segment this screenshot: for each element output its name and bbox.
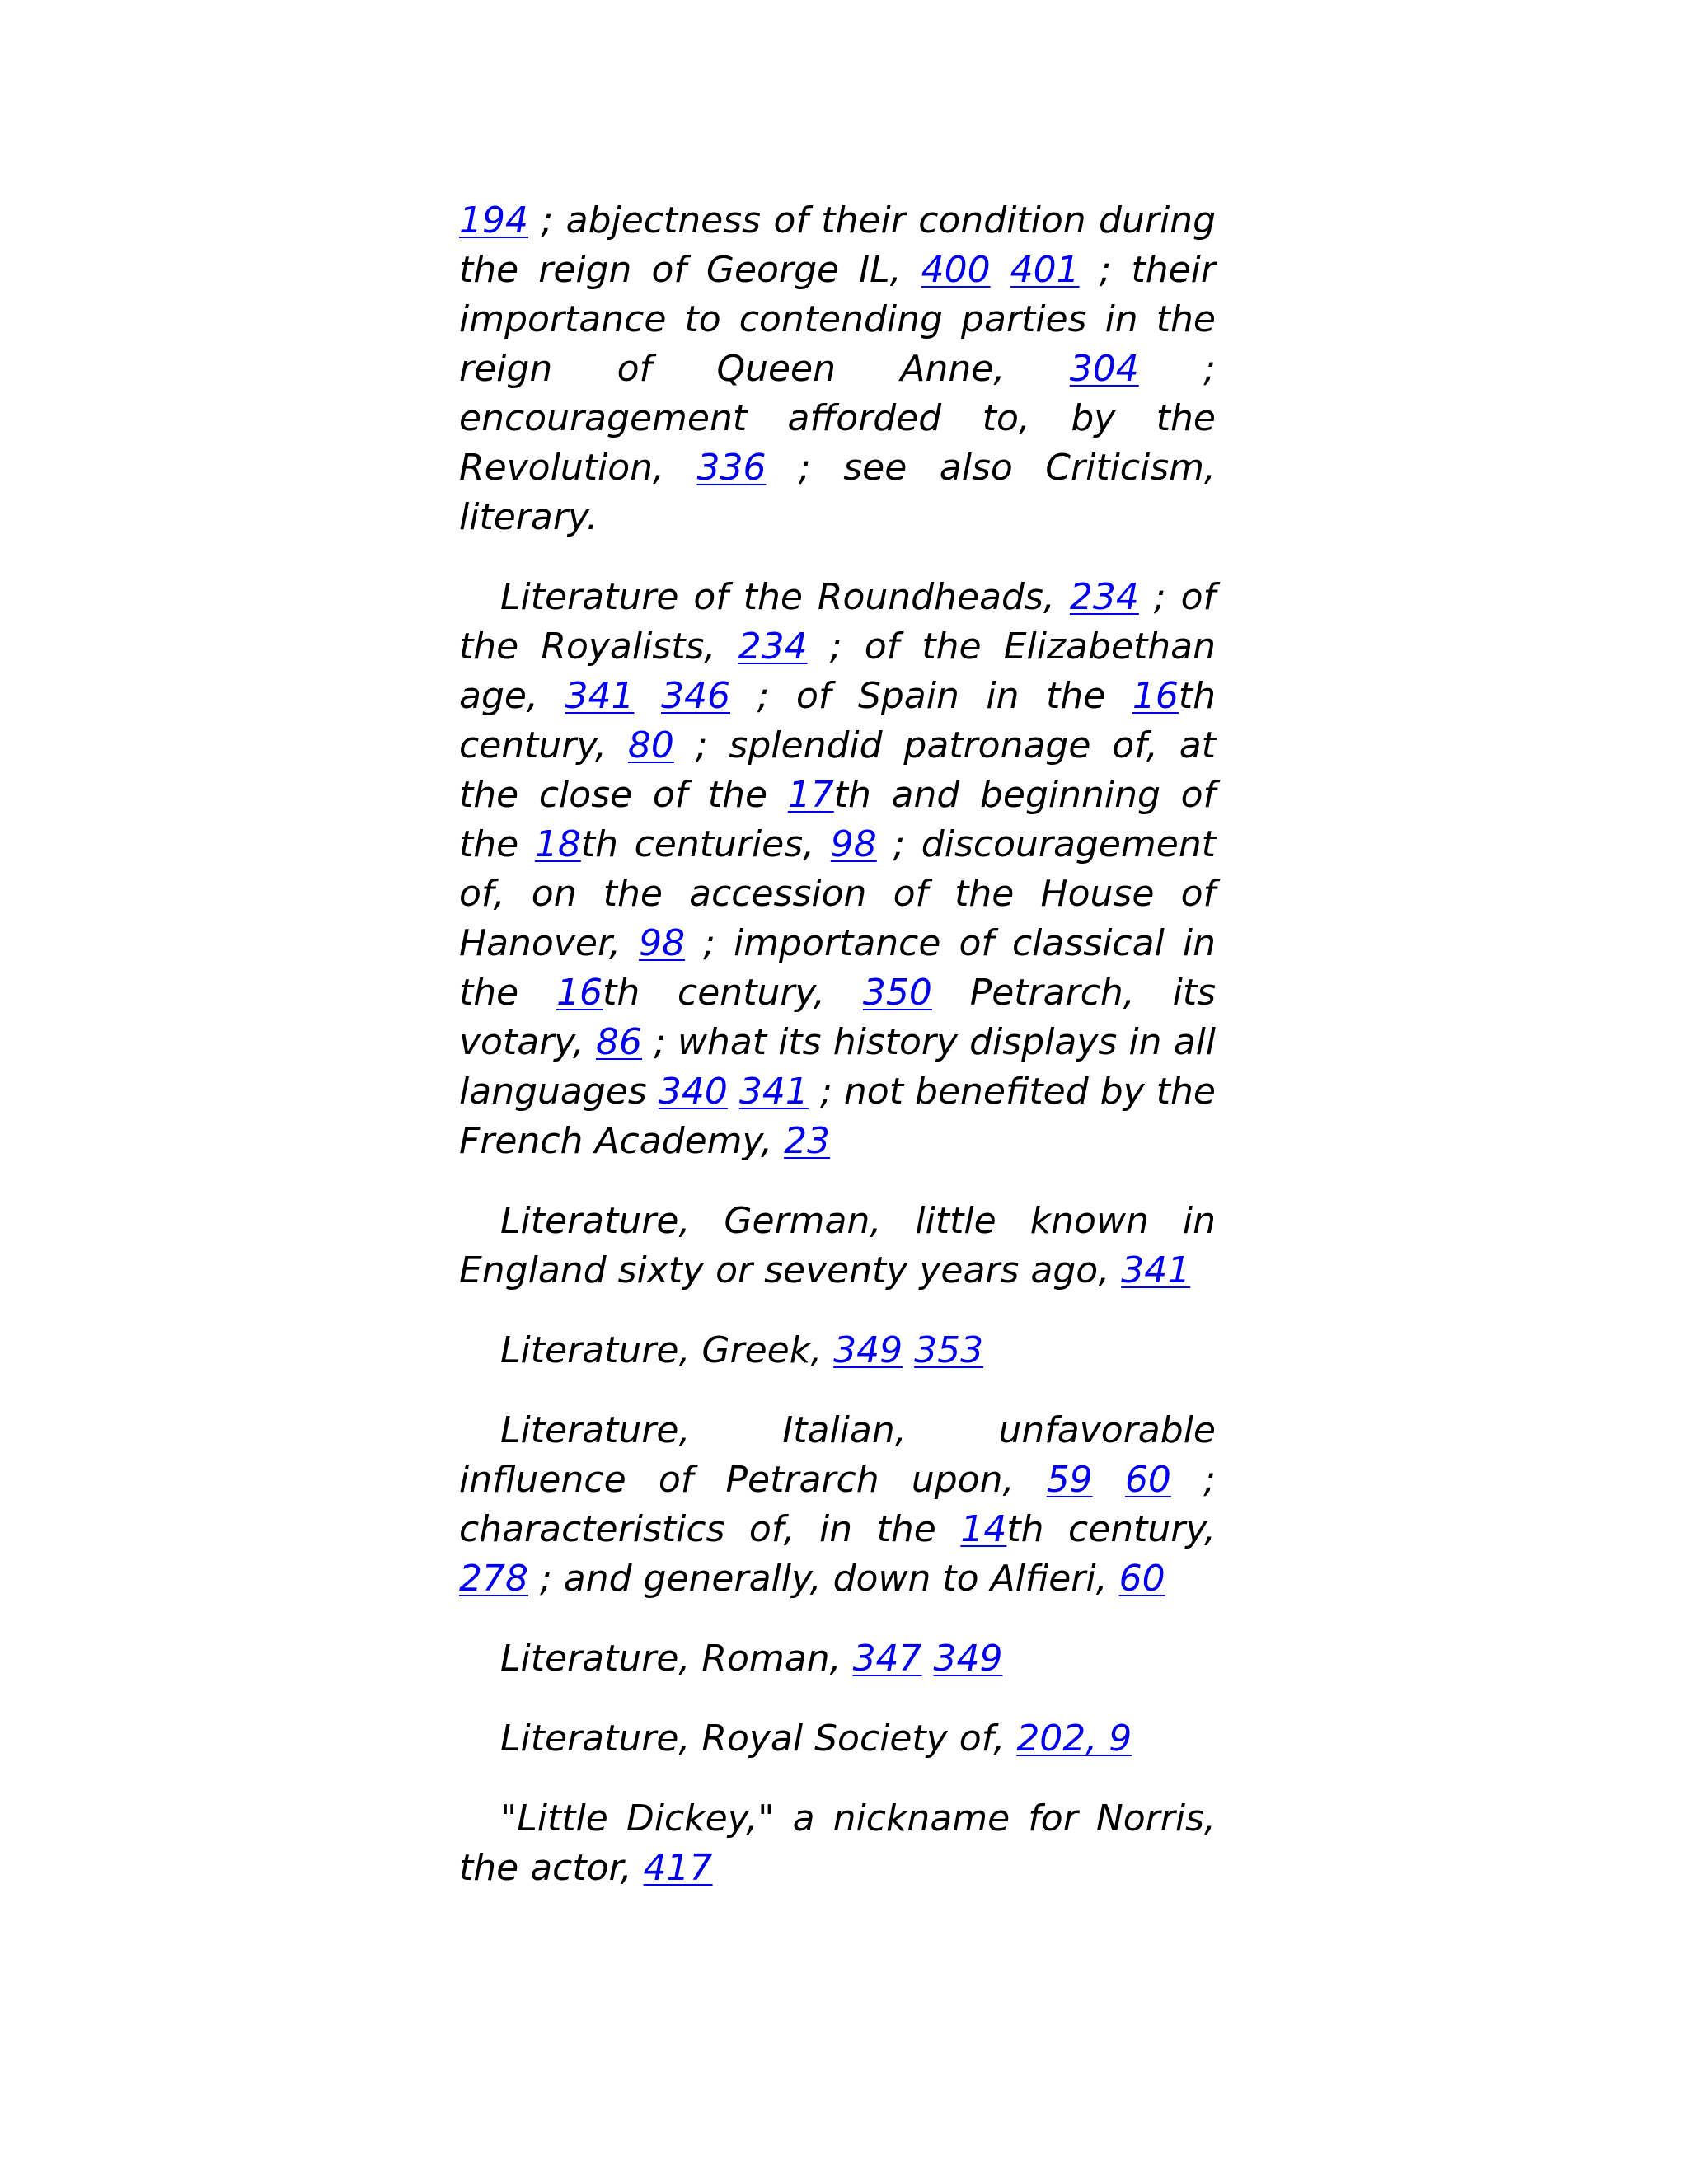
entry-text: Literature, German, little known in England sixty or seventy years ago, bbox=[459, 1200, 1216, 1291]
page-reference-link[interactable]: 341 bbox=[565, 675, 635, 717]
page-reference-link[interactable]: 353 bbox=[914, 1329, 984, 1371]
entry-text bbox=[1093, 1459, 1125, 1501]
page-reference-link[interactable]: 60 bbox=[1124, 1459, 1171, 1501]
entry-text: ; of the Elizabethan age, bbox=[459, 626, 1217, 717]
entry-text: ; of the Royalists, bbox=[459, 576, 1216, 668]
page-reference-link[interactable]: 350 bbox=[862, 972, 932, 1014]
page-reference-link[interactable]: 98 bbox=[830, 823, 877, 865]
entry-text: ; of Spain in the bbox=[730, 675, 1132, 717]
index-entry bbox=[459, 1326, 1216, 1376]
index-entry bbox=[459, 1794, 1216, 1893]
page-reference-link[interactable]: 60 bbox=[1118, 1558, 1165, 1600]
page-reference-link[interactable]: 98 bbox=[639, 922, 686, 964]
page-reference-link[interactable]: 194 bbox=[459, 199, 528, 241]
index-entry bbox=[459, 573, 1216, 1166]
page-reference-link[interactable]: 347 bbox=[852, 1638, 922, 1680]
entry-text: th century, bbox=[1006, 1508, 1216, 1550]
index-entry bbox=[459, 196, 1216, 542]
entry-text: ; characteristics of, in the bbox=[459, 1459, 1216, 1550]
entry-text bbox=[922, 1638, 934, 1680]
entry-text: Literature, Roman, bbox=[500, 1638, 853, 1680]
index-entry bbox=[459, 1634, 1216, 1684]
page-reference-link[interactable]: 341 bbox=[1121, 1249, 1191, 1291]
entry-text: ; importance of classical in the bbox=[459, 922, 1216, 1014]
entry-text: th century, bbox=[603, 972, 863, 1014]
entry-text: "Little Dickey," a nickname for Norris, the actor, bbox=[459, 1797, 1216, 1889]
page-reference-link[interactable]: 336 bbox=[696, 447, 767, 489]
index-entry bbox=[459, 1197, 1216, 1296]
page-reference-link[interactable]: 278 bbox=[459, 1558, 528, 1600]
entry-text: ; their importance to contending parties in the reign of Queen Anne, bbox=[459, 249, 1216, 390]
index-page bbox=[459, 196, 1216, 1924]
entry-text: ; not benefited by the French Academy, bbox=[459, 1071, 1216, 1162]
entry-text: th century, bbox=[459, 675, 1217, 766]
page-reference-link[interactable]: 304 bbox=[1069, 348, 1139, 390]
index-entry bbox=[459, 1406, 1216, 1604]
page-reference-link[interactable]: 349 bbox=[833, 1329, 903, 1371]
entry-text: ; see also Criticism, literary. bbox=[459, 447, 1216, 538]
page-reference-link[interactable]: 16 bbox=[556, 972, 603, 1014]
entry-text: Petrarch, its votary, bbox=[459, 972, 1217, 1063]
page-reference-link[interactable]: 80 bbox=[627, 724, 674, 766]
page-reference-link[interactable]: 417 bbox=[643, 1847, 713, 1889]
entry-text: Literature, Greek, bbox=[500, 1329, 834, 1371]
entry-text bbox=[635, 675, 662, 717]
entry-text: Literature of the Roundheads, bbox=[500, 576, 1070, 618]
page-reference-link[interactable]: 18 bbox=[534, 823, 581, 865]
page-reference-link[interactable]: 346 bbox=[661, 675, 731, 717]
entry-text: th and beginning of the bbox=[459, 774, 1216, 865]
entry-text: ; discouragement of, on the accession of the House of Hanover, bbox=[459, 823, 1216, 964]
entry-text: ; splendid patronage of, at the close of the bbox=[459, 724, 1216, 816]
page-reference-link[interactable]: 400 bbox=[921, 249, 991, 291]
entry-text: Literature, Royal Society of, bbox=[500, 1718, 1017, 1760]
page-reference-link[interactable]: 349 bbox=[933, 1638, 1003, 1680]
page-reference-link[interactable]: 14 bbox=[960, 1508, 1007, 1550]
page-reference-link[interactable]: 86 bbox=[595, 1021, 642, 1063]
page-reference-link[interactable]: 234 bbox=[738, 626, 808, 668]
page-reference-link[interactable]: 16 bbox=[1132, 675, 1179, 717]
entry-text: ; and generally, down to Alfieri, bbox=[528, 1558, 1119, 1600]
page-reference-link[interactable]: 401 bbox=[1010, 249, 1080, 291]
entry-text bbox=[903, 1329, 914, 1371]
page-reference-link[interactable]: 234 bbox=[1069, 576, 1139, 618]
page-reference-link[interactable]: 340 bbox=[658, 1071, 728, 1113]
entry-text: th centuries, bbox=[580, 823, 831, 865]
page-reference-link[interactable]: 23 bbox=[784, 1120, 831, 1162]
page-reference-link[interactable]: 341 bbox=[738, 1071, 809, 1113]
page-reference-link[interactable]: 202, 9 bbox=[1016, 1718, 1132, 1760]
entry-text bbox=[728, 1071, 739, 1113]
index-entry bbox=[459, 1714, 1216, 1764]
entry-text: ; what its history displays in all languages bbox=[459, 1021, 1217, 1113]
entry-text: ; abjectness of their condition during the reign of George IL, bbox=[459, 199, 1216, 291]
entry-text bbox=[991, 249, 1010, 291]
page-reference-link[interactable]: 59 bbox=[1046, 1459, 1093, 1501]
page-reference-link[interactable]: 17 bbox=[787, 774, 834, 816]
entry-text: Literature, Italian, unfavorable influence of Petrarch upon, bbox=[459, 1409, 1216, 1501]
entry-text: ; encouragement afforded to, by the Revolution, bbox=[459, 348, 1216, 489]
